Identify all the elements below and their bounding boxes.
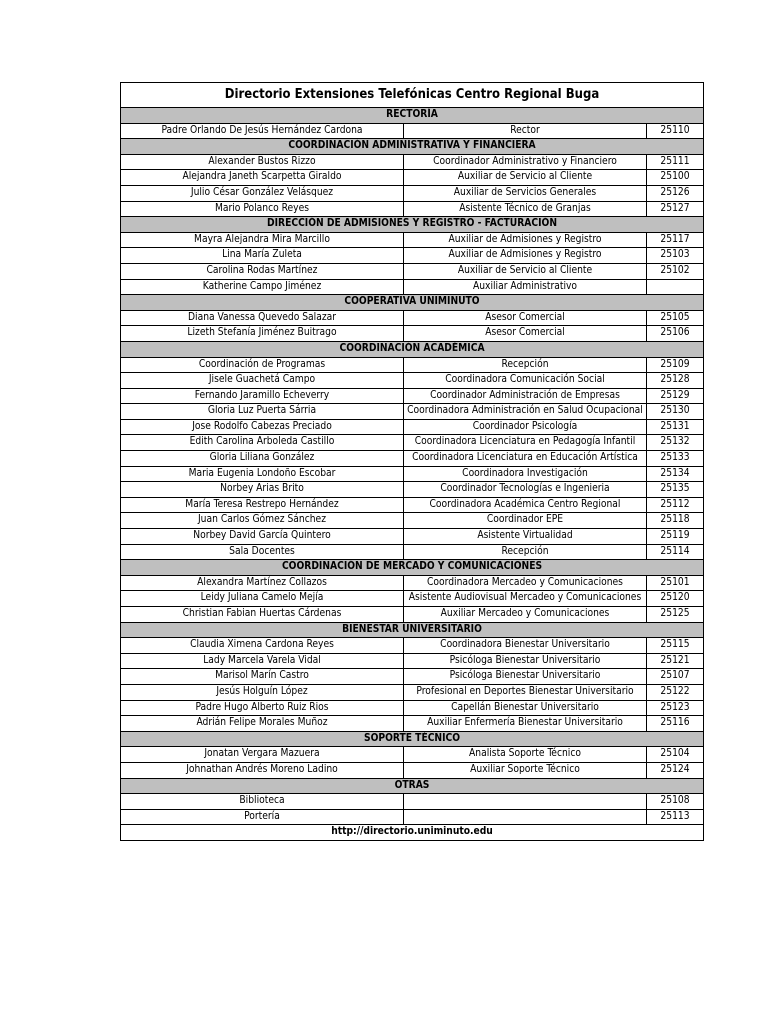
table-row xyxy=(121,684,704,700)
person-name-cell: Johnathan Andrés Moreno Ladino xyxy=(121,762,404,778)
table-row xyxy=(121,326,704,342)
table-row xyxy=(121,809,704,825)
extension-cell: 25133 xyxy=(647,451,704,467)
extension-cell: 25109 xyxy=(647,357,704,373)
table-row xyxy=(121,747,704,763)
extension-cell: 25102 xyxy=(647,263,704,279)
table-row xyxy=(121,513,704,529)
title-row xyxy=(121,83,704,108)
table-row xyxy=(121,794,704,810)
table-row xyxy=(121,451,704,467)
person-name-cell: Biblioteca xyxy=(121,794,404,810)
extension-cell: 25114 xyxy=(647,544,704,560)
section-title: DIRECCIÓN DE ADMISIONES Y REGISTRO - FACTURACIÓN xyxy=(121,217,704,233)
extension-cell: 25126 xyxy=(647,185,704,201)
section-title: SOPORTE TÉCNICO xyxy=(121,731,704,747)
role-cell: Auxiliar de Admisiones y Registro xyxy=(404,248,647,264)
role-cell: Coordinadora Bienestar Universitario xyxy=(404,638,647,654)
table-row xyxy=(121,388,704,404)
person-name-cell: Jisele Guachetá Campo xyxy=(121,373,404,389)
extension-cell: 25117 xyxy=(647,232,704,248)
table-row xyxy=(121,279,704,295)
person-name-cell: Jonatan Vergara Mazuera xyxy=(121,747,404,763)
person-name-cell: Lina María Zuleta xyxy=(121,248,404,264)
table-row xyxy=(121,310,704,326)
role-cell: Profesional en Deportes Bienestar Universitario xyxy=(404,684,647,700)
extension-cell: 25121 xyxy=(647,653,704,669)
table-row xyxy=(121,716,704,732)
directory-table xyxy=(120,82,704,841)
person-name-cell: Gloria Luz Puerta Sárria xyxy=(121,404,404,420)
role-cell: Coordinador Administrativo y Financiero xyxy=(404,154,647,170)
person-name-cell: Gloria Liliana González xyxy=(121,451,404,467)
person-name-cell: Coordinación de Programas xyxy=(121,357,404,373)
role-cell: Auxiliar de Servicio al Cliente xyxy=(404,263,647,279)
role-cell: Asistente Audiovisual Mercadeo y Comunicaciones xyxy=(404,591,647,607)
table-row xyxy=(121,123,704,139)
role-cell: Coordinadora Administración en Salud Ocupacional xyxy=(404,404,647,420)
role-cell: Coordinador EPE xyxy=(404,513,647,529)
role-cell: Asesor Comercial xyxy=(404,326,647,342)
role-cell: Recepción xyxy=(404,544,647,560)
table-row xyxy=(121,482,704,498)
section-header-row xyxy=(121,731,704,747)
person-name-cell: Alexander Bustos Rizzo xyxy=(121,154,404,170)
role-cell: Coordinadora Mercadeo y Comunicaciones xyxy=(404,575,647,591)
section-header-row xyxy=(121,560,704,576)
extension-cell: 25104 xyxy=(647,747,704,763)
table-row xyxy=(121,404,704,420)
role-cell: Auxiliar Mercadeo y Comunicaciones xyxy=(404,607,647,623)
extension-cell: 25101 xyxy=(647,575,704,591)
person-name-cell: Diana Vanessa Quevedo Salazar xyxy=(121,310,404,326)
role-cell xyxy=(404,794,647,810)
table-row xyxy=(121,263,704,279)
role-cell: Rector xyxy=(404,123,647,139)
role-cell: Coordinadora Comunicación Social xyxy=(404,373,647,389)
role-cell: Psicóloga Bienestar Universitario xyxy=(404,669,647,685)
table-row xyxy=(121,373,704,389)
extension-cell: 25129 xyxy=(647,388,704,404)
table-row xyxy=(121,185,704,201)
role-cell: Coordinador Tecnologías e Ingenieria xyxy=(404,482,647,498)
extension-cell: 25112 xyxy=(647,497,704,513)
table-row xyxy=(121,357,704,373)
section-title: COORDINACIÓN ADMINISTRATIVA Y FINANCIERA xyxy=(121,139,704,155)
extension-cell: 25135 xyxy=(647,482,704,498)
table-row xyxy=(121,669,704,685)
person-name-cell: María Teresa Restrepo Hernández xyxy=(121,497,404,513)
person-name-cell: Norbey David García Quintero xyxy=(121,529,404,545)
extension-cell: 25131 xyxy=(647,419,704,435)
table-row xyxy=(121,419,704,435)
role-cell: Analista Soporte Técnico xyxy=(404,747,647,763)
role-cell: Auxiliar de Admisiones y Registro xyxy=(404,232,647,248)
section-title: COORDINACIÓN ACADÉMICA xyxy=(121,341,704,357)
extension-cell: 25107 xyxy=(647,669,704,685)
extension-cell: 25127 xyxy=(647,201,704,217)
footer-row xyxy=(121,825,704,841)
table-row xyxy=(121,575,704,591)
section-title: OTRAS xyxy=(121,778,704,794)
person-name-cell: Carolina Rodas Martínez xyxy=(121,263,404,279)
person-name-cell: Norbey Arias Brito xyxy=(121,482,404,498)
extension-cell: 25106 xyxy=(647,326,704,342)
person-name-cell: Sala Docentes xyxy=(121,544,404,560)
role-cell: Asesor Comercial xyxy=(404,310,647,326)
role-cell: Auxiliar Enfermería Bienestar Universitario xyxy=(404,716,647,732)
section-title: BIENESTAR UNIVERSITARIO xyxy=(121,622,704,638)
person-name-cell: Edith Carolina Arboleda Castillo xyxy=(121,435,404,451)
role-cell: Capellán Bienestar Universitario xyxy=(404,700,647,716)
table-row xyxy=(121,529,704,545)
extension-cell: 25128 xyxy=(647,373,704,389)
directory-url-link[interactable]: http://directorio.uniminuto.edu xyxy=(121,825,704,841)
role-cell: Coordinador Psicología xyxy=(404,419,647,435)
table-row xyxy=(121,435,704,451)
role-cell: Auxiliar de Servicio al Cliente xyxy=(404,170,647,186)
section-title: COOPERATIVA UNIMINUTO xyxy=(121,295,704,311)
role-cell: Coordinador Administración de Empresas xyxy=(404,388,647,404)
page-title: Directorio Extensiones Telefónicas Centro Regional Buga xyxy=(121,83,704,108)
person-name-cell: Adrián Felipe Morales Muñoz xyxy=(121,716,404,732)
table-row xyxy=(121,591,704,607)
table-row xyxy=(121,544,704,560)
table-row xyxy=(121,232,704,248)
person-name-cell: Maria Eugenia Londoño Escobar xyxy=(121,466,404,482)
extension-cell: 25108 xyxy=(647,794,704,810)
person-name-cell: Jose Rodolfo Cabezas Preciado xyxy=(121,419,404,435)
section-header-row xyxy=(121,622,704,638)
person-name-cell: Padre Hugo Alberto Ruiz Rios xyxy=(121,700,404,716)
role-cell: Auxiliar Administrativo xyxy=(404,279,647,295)
extension-cell: 25100 xyxy=(647,170,704,186)
extension-cell: 25118 xyxy=(647,513,704,529)
extension-cell: 25111 xyxy=(647,154,704,170)
role-cell: Asistente Virtualidad xyxy=(404,529,647,545)
person-name-cell: Lady Marcela Varela Vidal xyxy=(121,653,404,669)
person-name-cell: Lizeth Stefanía Jiménez Buitrago xyxy=(121,326,404,342)
table-row xyxy=(121,638,704,654)
role-cell: Coordinadora Licenciatura en Pedagogía Infantil xyxy=(404,435,647,451)
section-title: RECTORÍA xyxy=(121,108,704,124)
extension-cell: 25110 xyxy=(647,123,704,139)
extension-cell: 25122 xyxy=(647,684,704,700)
section-header-row xyxy=(121,778,704,794)
person-name-cell: Alejandra Janeth Scarpetta Giraldo xyxy=(121,170,404,186)
section-header-row xyxy=(121,295,704,311)
extension-cell: 25105 xyxy=(647,310,704,326)
role-cell: Coordinadora Licenciatura en Educación Artística xyxy=(404,451,647,467)
role-cell: Auxiliar de Servicios Generales xyxy=(404,185,647,201)
directory-sheet xyxy=(120,82,703,841)
person-name-cell: Alexandra Martínez Collazos xyxy=(121,575,404,591)
role-cell: Recepción xyxy=(404,357,647,373)
extension-cell xyxy=(647,279,704,295)
extension-cell: 25134 xyxy=(647,466,704,482)
section-header-row xyxy=(121,139,704,155)
person-name-cell: Mario Polanco Reyes xyxy=(121,201,404,217)
table-row xyxy=(121,607,704,623)
person-name-cell: Mayra Alejandra Mira Marcillo xyxy=(121,232,404,248)
person-name-cell: Jesús Holguín López xyxy=(121,684,404,700)
table-row xyxy=(121,154,704,170)
extension-cell: 25124 xyxy=(647,762,704,778)
table-row xyxy=(121,653,704,669)
extension-cell: 25132 xyxy=(647,435,704,451)
extension-cell: 25125 xyxy=(647,607,704,623)
extension-cell: 25130 xyxy=(647,404,704,420)
role-cell: Auxiliar Soporte Técnico xyxy=(404,762,647,778)
section-header-row xyxy=(121,341,704,357)
table-row xyxy=(121,201,704,217)
person-name-cell: Portería xyxy=(121,809,404,825)
table-row xyxy=(121,497,704,513)
extension-cell: 25120 xyxy=(647,591,704,607)
table-row xyxy=(121,762,704,778)
table-row xyxy=(121,700,704,716)
person-name-cell: Fernando Jaramillo Echeverry xyxy=(121,388,404,404)
table-row xyxy=(121,466,704,482)
section-header-row xyxy=(121,108,704,124)
role-cell: Psicóloga Bienestar Universitario xyxy=(404,653,647,669)
extension-cell: 25123 xyxy=(647,700,704,716)
extension-cell: 25115 xyxy=(647,638,704,654)
person-name-cell: Christian Fabian Huertas Cárdenas xyxy=(121,607,404,623)
extension-cell: 25116 xyxy=(647,716,704,732)
role-cell: Asistente Técnico de Granjas xyxy=(404,201,647,217)
person-name-cell: Leidy Juliana Camelo Mejía xyxy=(121,591,404,607)
role-cell: Coordinadora Académica Centro Regional xyxy=(404,497,647,513)
extension-cell: 25119 xyxy=(647,529,704,545)
role-cell: Coordinadora Investigación xyxy=(404,466,647,482)
person-name-cell: Juan Carlos Gómez Sánchez xyxy=(121,513,404,529)
person-name-cell: Padre Orlando De Jesús Hernández Cardona xyxy=(121,123,404,139)
table-row xyxy=(121,170,704,186)
person-name-cell: Julio César González Velásquez xyxy=(121,185,404,201)
role-cell xyxy=(404,809,647,825)
section-header-row xyxy=(121,217,704,233)
person-name-cell: Claudia Ximena Cardona Reyes xyxy=(121,638,404,654)
person-name-cell: Katherine Campo Jiménez xyxy=(121,279,404,295)
extension-cell: 25103 xyxy=(647,248,704,264)
table-row xyxy=(121,248,704,264)
section-title: COORDINACIÓN DE MERCADO Y COMUNICACIONES xyxy=(121,560,704,576)
person-name-cell: Marisol Marín Castro xyxy=(121,669,404,685)
extension-cell: 25113 xyxy=(647,809,704,825)
